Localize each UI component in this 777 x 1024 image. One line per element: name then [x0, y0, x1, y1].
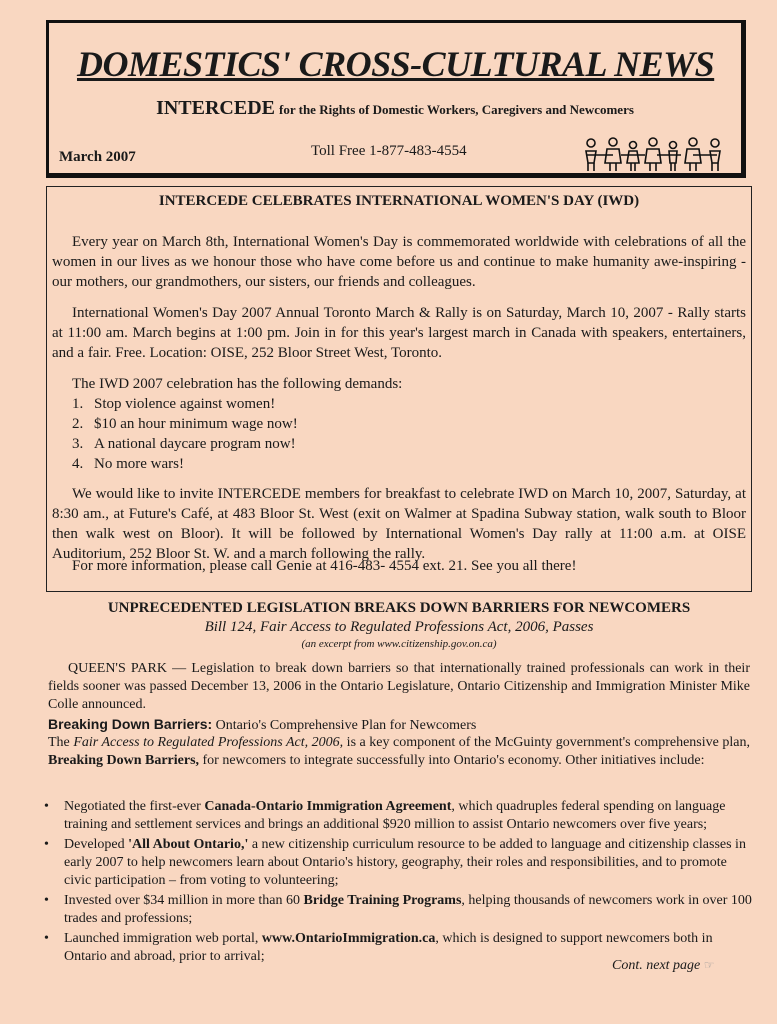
- list-item: 1. Stop violence against women!: [72, 396, 276, 412]
- masthead-subtitle: [49, 97, 741, 120]
- legislation-heading: UNPRECEDENTED LEGISLATION BREAKS DOWN BARRIERS FOR NEWCOMERS: [107, 600, 691, 616]
- list-item: • Launched immigration web portal, www.OntarioImmigration.ca, which is designed to support newcomers both in Ontario and abroad, prior to arrival;: [44, 931, 713, 964]
- iwd-demands-list: [72, 394, 472, 474]
- people-holding-hands-icon: [575, 135, 735, 175]
- iwd-contact-line: For more information, please call Genie at 416-483- 4554 ext. 21. See you all there!: [72, 558, 577, 574]
- iwd-heading: INTERCEDE CELEBRATES INTERNATIONAL WOMEN'S DAY (IWD): [158, 193, 640, 209]
- list-item: 4. No more wars!: [72, 456, 184, 472]
- list-item: 3. A national daycare program now!: [72, 436, 296, 452]
- legislation-intro: The Fair Access to Regulated Professions Act, 2006, is a key component of the McGuinty government's comprehensive plan, Breaking Down Barriers, for newcomers to integrate successfully into Ontario's economy. Other initiatives include:: [48, 735, 750, 768]
- iwd-demands-intro: The IWD 2007 celebration has the following demands:: [72, 376, 403, 392]
- iwd-paragraph-1: Every year on March 8th, International Women's Day is commemorated worldwide with celebrations of all the women in our lives as we honour those who have come before us and continue to make humanity awe-inspiring - our mothers, our grandmothers, our sisters, our friends and colleagues.: [52, 234, 746, 290]
- toll-free-phone: Toll Free 1-877-483-4554: [311, 143, 467, 159]
- iwd-paragraph-2: International Women's Day 2007 Annual Toronto March & Rally is on Saturday, March 10, 2007 - Rally starts at 11:00 am. March begins at 1:00 pm. Join in for this year's largest march in Canada with speakers, entertainers, and a fair. Free. Location: OISE, 252 Bloor Street West, Toronto.: [52, 305, 746, 361]
- issue-date: March 2007: [59, 149, 136, 165]
- initiatives-list: [40, 798, 752, 968]
- breaking-down-barriers-heading: Breaking Down Barriers: Ontario's Comprehensive Plan for Newcomers: [48, 716, 477, 733]
- list-item: • Invested over $34 million in more than 60 Bridge Training Programs, helping thousands of newcomers work in over 100 trades and professions;: [44, 893, 752, 926]
- org-tagline: for the Rights of Domestic Workers, Caregivers and Newcomers: [279, 102, 634, 117]
- pointing-hand-icon: ☞: [703, 958, 715, 972]
- iwd-paragraph-4: We would like to invite INTERCEDE members for breakfast to celebrate IWD on March 10, 2007, Saturday, at 8:30 am., at Future's Café, at 483 Bloor St. West (exit on Walmer at Spadina Subway station, walk south to Bloor then walk west on Bloor). It will be followed by International Women's Day rally at 11:00 a.m. at OISE Auditorium, 252 Bloor St. W. and a march following the rally.: [52, 486, 746, 562]
- masthead: [46, 20, 746, 178]
- continued-next-page: Cont. next page ☞: [612, 958, 715, 973]
- list-item: • Negotiated the first-ever Canada-Ontario Immigration Agreement, which quadruples federal spending on language training and settlement services and brings an additional $920 million to assist Ontario newcomers over five years;: [44, 799, 726, 832]
- org-name: INTERCEDE: [156, 97, 275, 119]
- newsletter-title: DOMESTICS' CROSS-CULTURAL NEWS: [77, 44, 715, 84]
- legislation-paragraph-1: QUEEN'S PARK — Legislation to break down barriers so that internationally trained professionals can work in their fields sooner was passed December 13, 2006 in the Ontario Legislature, Ontario Citizenship and Immigration Minister Mike Colle announced.: [48, 661, 750, 712]
- list-item: 2. $10 an hour minimum wage now!: [72, 416, 298, 432]
- legislation-source: (an excerpt from www.citizenship.gov.on.ca): [301, 638, 497, 650]
- legislation-subheading: Bill 124, Fair Access to Regulated Professions Act, 2006, Passes: [204, 619, 594, 635]
- list-item: • Developed 'All About Ontario,' a new citizenship curriculum resource to be added to language and citizenship classes in early 2007 to help newcomers learn about Ontario's history, geography, their roles and responsibilities, and to promote civic participation – from voting to volunteering;: [44, 837, 746, 888]
